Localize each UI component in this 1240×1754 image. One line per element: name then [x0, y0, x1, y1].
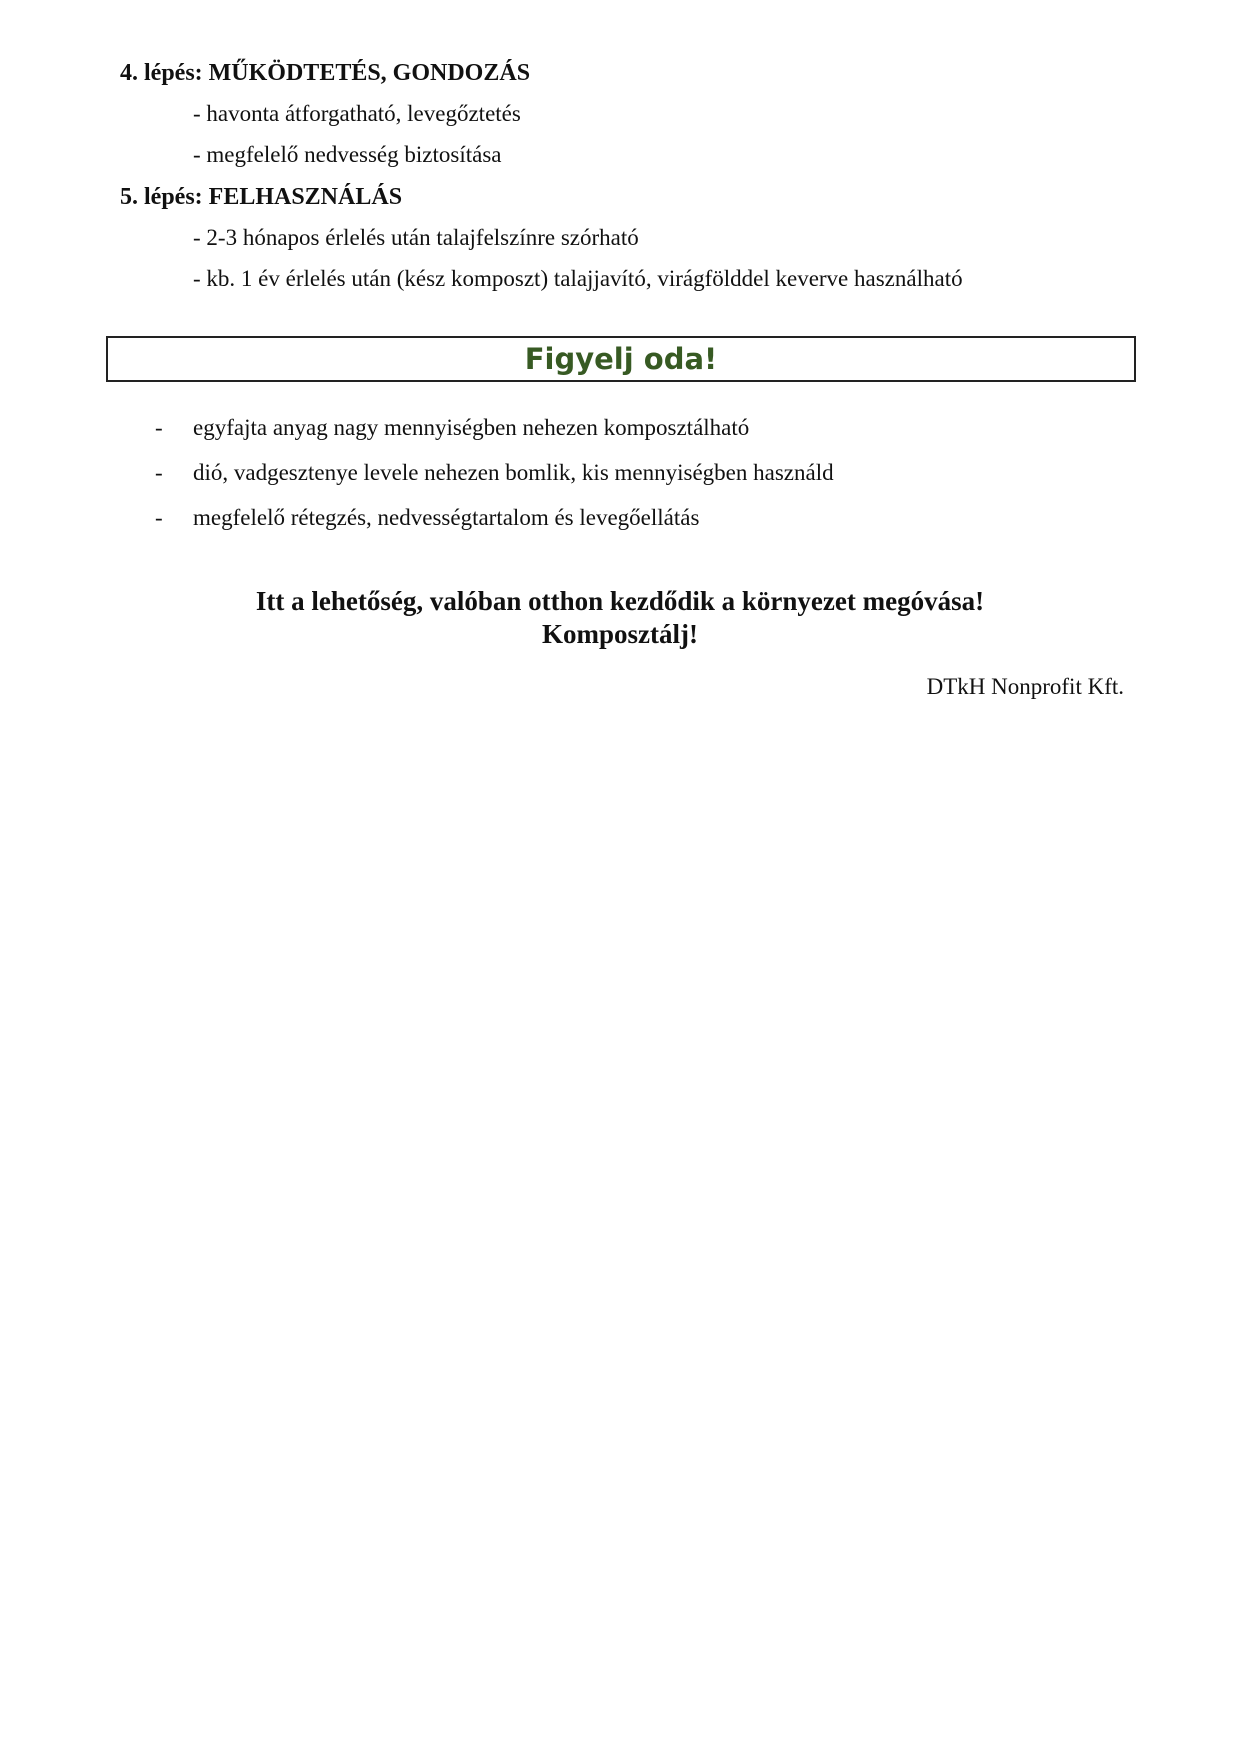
notice-box [106, 336, 1136, 382]
notice-title: Figyelj oda! [524, 342, 718, 376]
step-5-heading: 5. lépés: FELHASZNÁLÁS [120, 184, 403, 210]
bullet-dash: - [155, 460, 163, 485]
step-4-item-1: - havonta átforgatható, levegőztetés [193, 101, 521, 126]
signature: DTkH Nonprofit Kft. [926, 674, 1124, 699]
step-4-item-2: - megfelelő nedvesség biztosítása [193, 142, 502, 167]
notice-item-1 [155, 413, 749, 443]
bullet-dash: - [155, 415, 163, 440]
closing-line-1: Itt a lehetőség, valóban otthon kezdődik a környezet megóvása! [255, 586, 985, 616]
step-5-item-2: - kb. 1 év érlelés után (kész komposzt) talajjavító, virágfölddel keverve használható [193, 266, 963, 291]
step-4-heading: 4. lépés: MŰKÖDTETÉS, GONDOZÁS [120, 60, 531, 86]
notice-item-text: megfelelő rétegzés, nedvességtartalom és levegőellátás [193, 505, 700, 530]
notice-item-text: egyfajta anyag nagy mennyiségben nehezen komposztálható [193, 415, 750, 440]
notice-item-text: dió, vadgesztenye levele nehezen bomlik, kis mennyiségben használd [193, 460, 834, 485]
step-5-item-1: - 2-3 hónapos érlelés után talajfelszínre szórható [193, 225, 639, 250]
notice-item-3 [155, 503, 699, 533]
closing-line-2: Komposztálj! [542, 619, 698, 649]
bullet-dash: - [155, 505, 163, 530]
notice-item-2 [155, 458, 834, 488]
